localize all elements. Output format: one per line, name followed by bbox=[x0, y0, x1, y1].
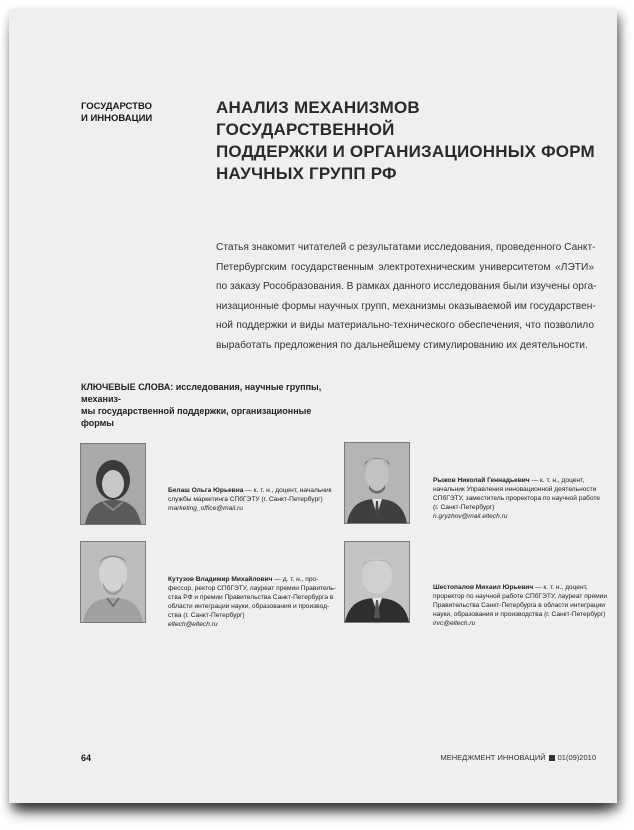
author-email[interactable]: marketing_office@mail.ru bbox=[168, 505, 243, 512]
author-email[interactable]: eltech@eltech.ru bbox=[168, 621, 218, 628]
journal-footer: МЕНЕДЖМЕНТ ИННОВАЦИЙ 01(09)2010 bbox=[440, 753, 596, 762]
author-photo-shestopalov bbox=[344, 541, 410, 623]
author-email[interactable]: n.gryzhov@mail.eltech.ru bbox=[433, 513, 508, 520]
journal-page bbox=[9, 9, 617, 803]
author-photo-belash bbox=[80, 443, 146, 525]
author-shestopalov: Шестопалов Михаил Юрьевич — к. т. н., доцент, проректор по научной работе СПбГЭТУ, лауреат премии Правительства Санкт-Петербурга в области интеграции науки, образования и производства (г. Санкт-Петербург) irvc@eltech.ru bbox=[433, 584, 608, 627]
keywords: КЛЮЧЕВЫЕ СЛОВА: исследования, научные группы, механиз- мы государственной поддержки, организационные формы bbox=[81, 382, 322, 428]
author-photo-kutuzov bbox=[80, 541, 146, 623]
page-number: 64 bbox=[81, 753, 92, 763]
author-kutuzov: Кутузов Владимир Михайлович — д. т. н., про- фессор, ректор СПбГЭТУ, лауреат премии Правитель- ства РФ и премии Правительства Санкт-Петербурга в области интеграции науки, образования и производ- ства (г. Санкт-Петербург) eltech@eltech.ru bbox=[168, 576, 336, 628]
square-separator-icon bbox=[549, 755, 555, 761]
article-title: АНАЛИЗ МЕХАНИЗМОВ ГОСУДАРСТВЕННОЙ ПОДДЕРЖКИ И ОРГАНИЗАЦИОННЫХ ФОРМ НАУЧНЫХ ГРУПП РФ bbox=[216, 98, 595, 183]
author-email[interactable]: irvc@eltech.ru bbox=[433, 620, 476, 627]
article-abstract: Статья знакомит читателей с результатами исследования, проведенного Санкт- Петербургским государственным электротехническим университетом «ЛЭТИ» по заказу Рособразования. В рамках данного исследования были изучены орга- низационные формы научных групп, механизмы оказываемой им государствен- ной поддержки и виды материально-технического обеспечения, что позволило выработать предложения по дальнейшему стимулированию их деятельности. bbox=[216, 242, 597, 351]
author-photo-ryzhov bbox=[344, 442, 410, 524]
author-belash: Белаш Ольга Юрьевна — к. т. н., доцент, начальник службы маркетинга СПбГЭТУ (г. Санкт-Петербург) marketing_office@mail.ru bbox=[168, 487, 332, 512]
section-label: ГОСУДАРСТВО И ИННОВАЦИИ bbox=[81, 101, 153, 124]
author-ryzhov: Рыжов Николай Геннадьевич — к. т. н., доцент, начальник Управления инновационной деятельности СПбГЭТУ, заместитель проректора по научной работе (г. Санкт-Петербург) n.gryzhov@mail.eltech.ru bbox=[433, 477, 601, 520]
